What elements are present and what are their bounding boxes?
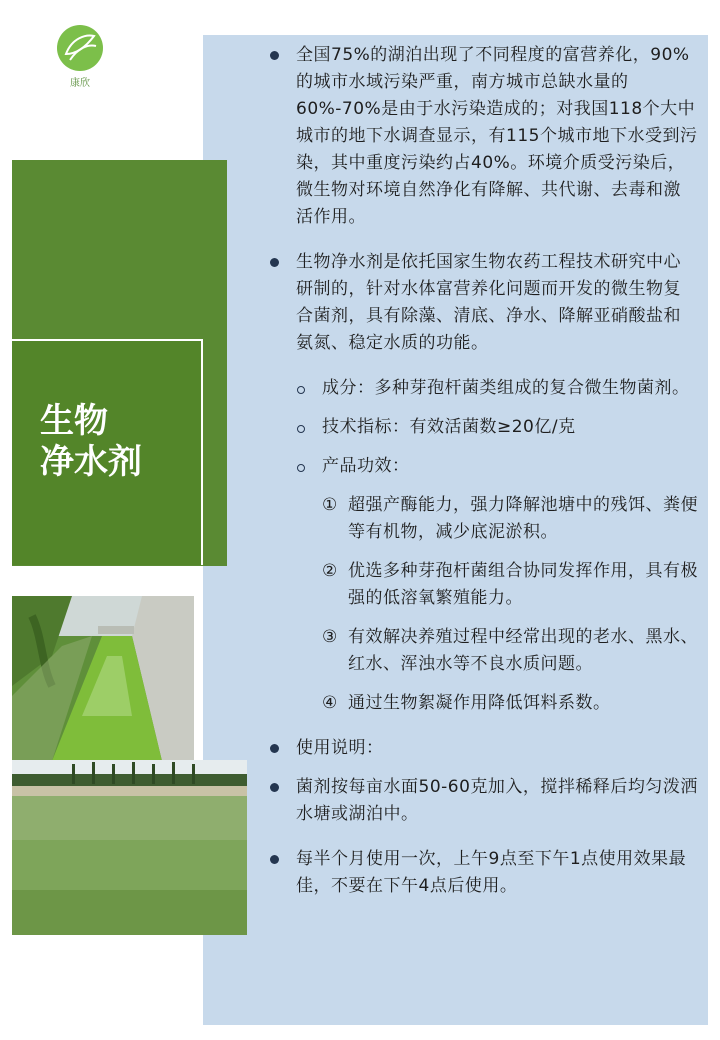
bullet-item: 使用说明： (270, 735, 698, 762)
title-line-1: 生物 (40, 401, 108, 441)
effect-number: ③ (322, 627, 338, 647)
title-block (12, 339, 203, 565)
title-line-2: 净水剂 (40, 442, 142, 483)
bullet-item: 菌剂按每亩水面50-60克加入，搅拌稀释后均匀泼洒水塘或湖泊中。 (270, 774, 698, 828)
sub-item: 技术指标：有效活菌数≥20亿/克 (270, 414, 698, 441)
bullet-dot-icon (270, 258, 279, 267)
leaf-logo-icon (56, 24, 104, 72)
bullet-dot-icon (270, 783, 279, 792)
bullet-item: 全国75%的湖泊出现了不同程度的富营养化，90%的城市水域污染严重，南方城市总缺水量的60%-70%是由于水污染造成的；对我国118个大中城市的地下水调查显示，有115个城市地下水受到污染，其中重度污染约占40%。环境介质受污染后，微生物对环境自然净化有降解、共代谢、去毒和激活作用。 (270, 42, 698, 231)
canal-photo (12, 596, 194, 761)
bullet-dot-icon (270, 744, 279, 753)
circle-bullet-icon (297, 464, 305, 472)
circle-bullet-icon (297, 386, 305, 394)
logo-text: 康欣 (70, 78, 90, 89)
effect-item: ③ 有效解决养殖过程中经常出现的老水、黑水、红水、浑浊水等不良水质问题。 (270, 624, 698, 678)
effect-item: ① 超强产酶能力，强力降解池塘中的残饵、粪便等有机物，减少底泥淤积。 (270, 492, 698, 546)
logo (56, 24, 104, 88)
effect-item: ④ 通过生物絮凝作用降低饵料系数。 (270, 690, 698, 717)
effect-number: ② (322, 561, 338, 581)
bullet-dot-icon (270, 51, 279, 60)
lake-photo (12, 760, 247, 935)
page-title (40, 401, 142, 484)
sub-item: 成分：多种芽孢杆菌类组成的复合微生物菌剂。 (270, 375, 698, 402)
sub-item: 产品功效： (270, 453, 698, 480)
effect-item: ② 优选多种芽孢杆菌组合协同发挥作用，具有极强的低溶氧繁殖能力。 (270, 558, 698, 612)
circle-bullet-icon (297, 425, 305, 433)
bullet-item: 每半个月使用一次，上午9点至下午1点使用效果最佳，不要在下午4点后使用。 (270, 846, 698, 900)
bullet-item: 生物净水剂是依托国家生物农药工程技术研究中心研制的，针对水体富营养化问题而开发的微生物复合菌剂，具有除藻、清底、净水、降解亚硝酸盐和氨氮、稳定水质的功能。 (270, 249, 698, 357)
bullet-dot-icon (270, 855, 279, 864)
effect-number: ① (322, 495, 338, 515)
effect-number: ④ (322, 693, 338, 713)
content-text (270, 42, 698, 918)
